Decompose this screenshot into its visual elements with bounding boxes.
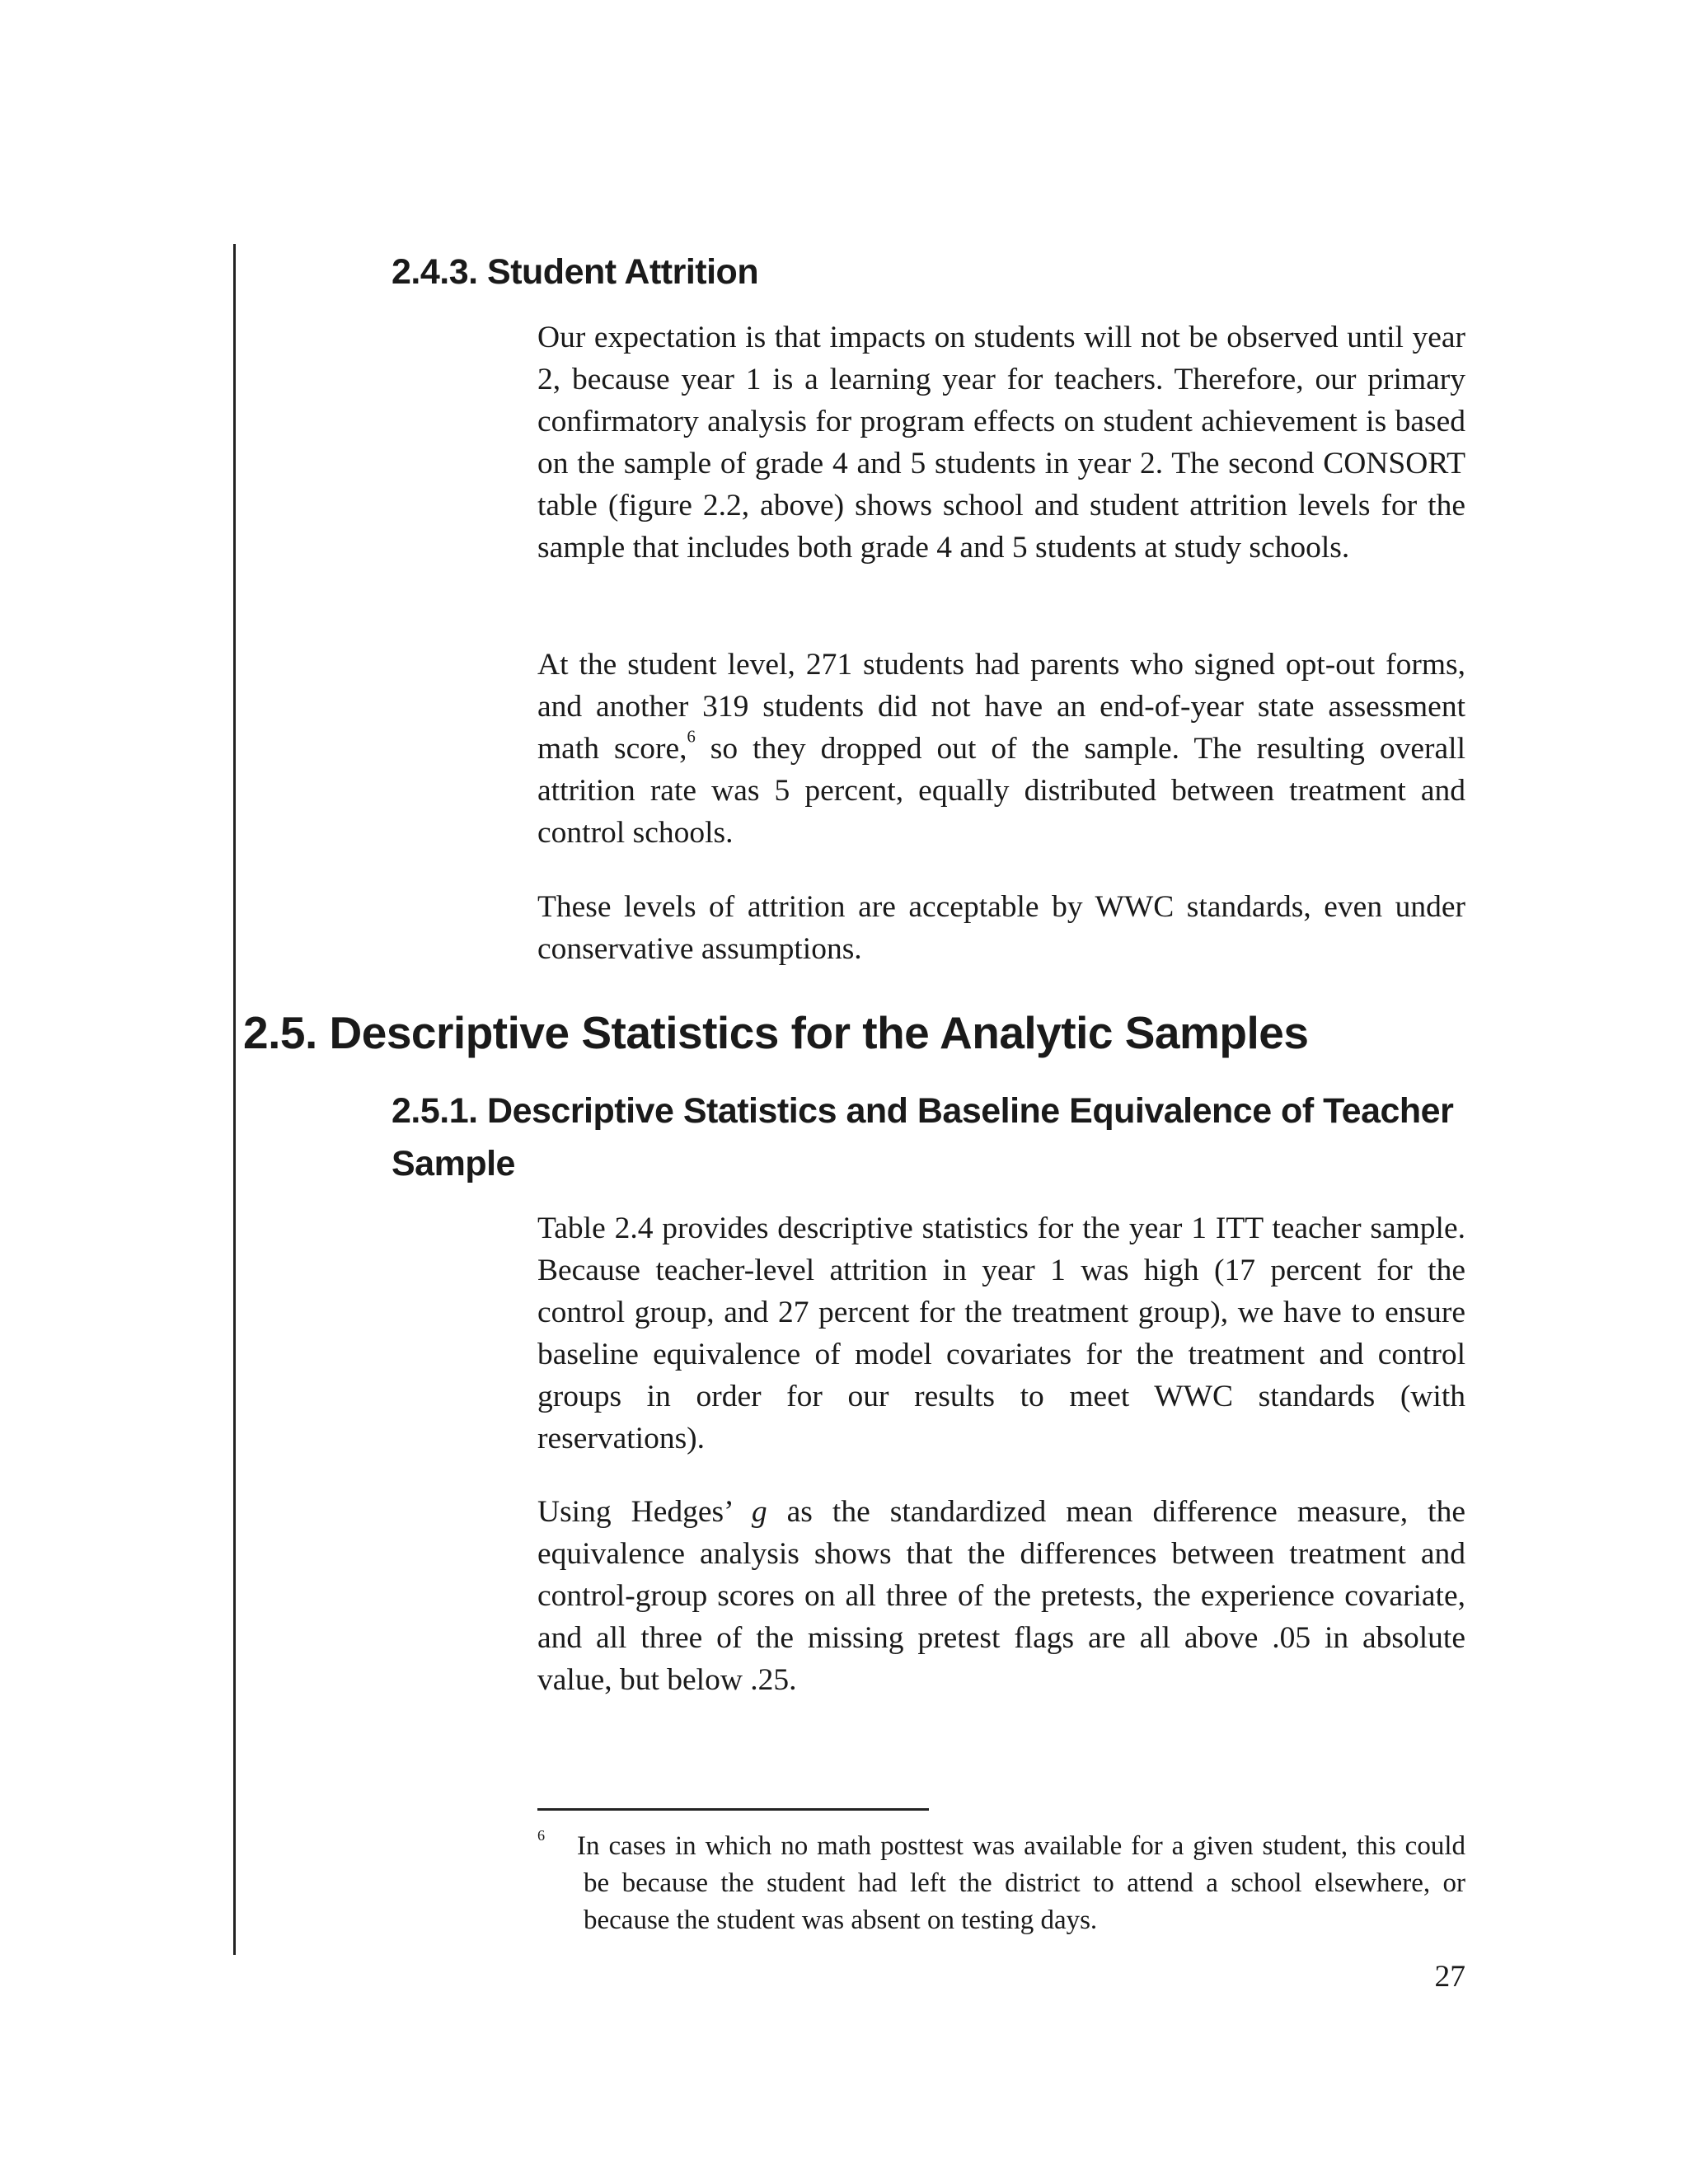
footnote-6	[537, 1828, 1465, 1939]
paragraph-attrition-expectation: Our expectation is that impacts on students will not be observed until year 2, because year 1 is a learning year for teachers. Therefore, our primary confirmatory analysis for program effects on student achievement is based on the sample of grade 4 and 5 students in year 2. The second CONSORT table (figure 2.2, above) shows school and student attrition levels for the sample that includes both grade 4 and 5 students at study schools.	[537, 321, 1465, 565]
paragraph-text: Using Hedges’	[537, 1495, 752, 1529]
heading-2-5: 2.5. Descriptive Statistics for the Analytic Samples	[243, 1007, 1309, 1058]
paragraph-attrition-student-level	[537, 644, 1465, 854]
footnote-separator	[537, 1808, 929, 1811]
paragraph-text: At the student level, 271 students had parents who signed opt-out forms, and another 319 students did not have an end-of-year state assessment math score,	[537, 648, 1465, 766]
paragraph-attrition-acceptable: These levels of attrition are acceptable by WWC standards, even under conservative assumptions.	[537, 890, 1465, 966]
hedges-g-symbol: g	[751, 1495, 767, 1529]
paragraph-text: as the standardized mean difference measure, the equivalence analysis shows that the differences between treatment and control-group scores on all three of the pretests, the experience covariate, and all three of the missing pretest flags are all above .05 in absolute value, but below .25.	[537, 1495, 1465, 1697]
page-number: 27	[1434, 1960, 1465, 1994]
heading-2-5-1: 2.5.1. Descriptive Statistics and Baseline Equivalence of Teacher Sample	[392, 1091, 1454, 1183]
paragraph-hedges-g	[537, 1491, 1465, 1701]
footnote-text: In cases in which no math posttest was available for a given student, this could be because the student had left the district to attend a school elsewhere, or because the student was absent on testing days.	[577, 1831, 1465, 1935]
margin-rule	[233, 244, 236, 1955]
heading-2-4-3: 2.4.3. Student Attrition	[392, 252, 759, 292]
footnote-reference[interactable]: 6	[687, 728, 696, 747]
paragraph-text: so they dropped out of the sample. The resulting overall attrition rate was 5 percent, equally distributed between treatment and control schools.	[537, 732, 1465, 850]
paragraph-teacher-sample: Table 2.4 provides descriptive statistics for the year 1 ITT teacher sample. Because teacher-level attrition in year 1 was high (17 percent for the control group, and 27 percent for the treatment group), we have to ensure baseline equivalence of model covariates for the treatment and control groups in order for our results to meet WWC standards (with reservations).	[537, 1212, 1465, 1455]
footnote-mark: 6	[537, 1826, 546, 1844]
